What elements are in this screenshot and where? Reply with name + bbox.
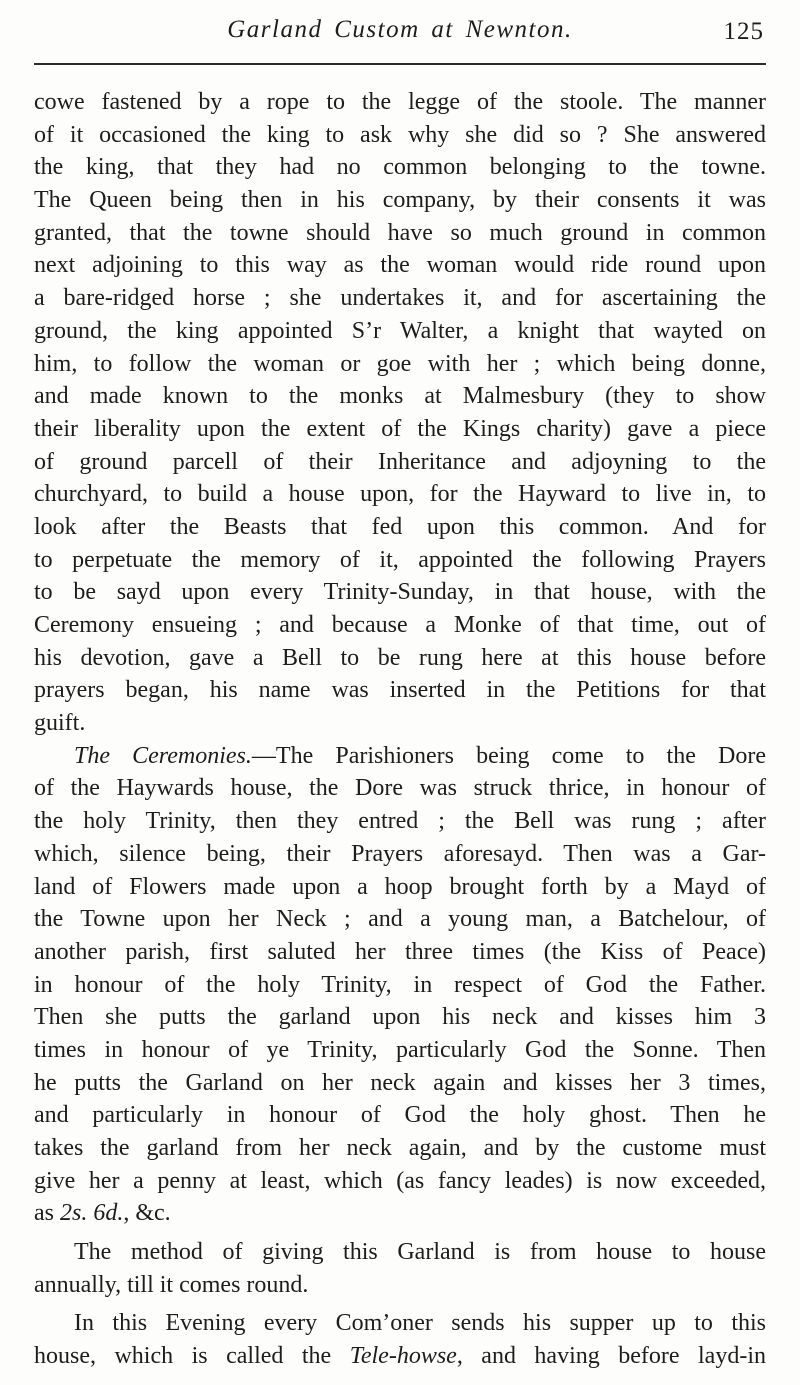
text-line: their liberality upon the extent of the Kings charity) gave a piece [34, 415, 766, 442]
text-line: which, silence being, their Prayers aforesayd. Then was a Gar- [34, 840, 766, 867]
text-line: guift. [34, 710, 86, 737]
text-line: the holy Trinity, then they entred ; the Bell was rung ; after [34, 808, 766, 835]
text-line: the Towne upon her Neck ; and a young man, a Batchelour, of [34, 906, 766, 933]
text-line: The method of giving this Garland is from house to house [74, 1239, 766, 1266]
pence-amount: 6d. [93, 1200, 124, 1227]
text-line: Ceremony ensueing ; and because a Monke of that time, out of [34, 612, 766, 638]
body-text [34, 86, 766, 1373]
text-line: churchyard, to build a house upon, for the Hayward to live in, to [34, 481, 766, 508]
paragraph-evening [34, 1307, 766, 1372]
text-fragment: , and having before layd-in [456, 1343, 766, 1370]
text-line: The Queen being then in his company, by their consents it was [34, 187, 766, 214]
text-line: to be sayd upon every Trinity-Sunday, in that house, with the [34, 579, 766, 606]
text-line: of ground parcell of their Inheritance and adjoyning to the [34, 448, 766, 475]
text-fragment: as [34, 1200, 60, 1227]
page-number: 125 [723, 18, 764, 45]
text-line: to perpetuate the memory of it, appointed the following Prayers [34, 546, 766, 573]
text-line: takes the garland from her neck again, and by the custome must [34, 1135, 766, 1161]
text-line: his devotion, gave a Bell to be rung here at this house before [34, 644, 766, 671]
text-line: times in honour of ye Trinity, particularly God the Sonne. Then [34, 1036, 766, 1063]
text-line: a bare-ridged horse ; she undertakes it, and for ascertaining the [34, 285, 766, 312]
running-head [34, 14, 766, 54]
text-line: of it occasioned the king to ask why she did so ? She answered [34, 121, 766, 148]
text-line: he putts the Garland on her neck again and kisses her 3 times, [34, 1069, 766, 1096]
text-fragment: , &c. [123, 1200, 171, 1227]
text-line [34, 1340, 766, 1373]
text-line: land of Flowers made upon a hoop brought forth by a Mayd of [34, 873, 766, 900]
text-line: of the Haywards house, the Dore was struck thrice, in honour of [34, 775, 766, 802]
text-line: next adjoining to this way as the woman would ride round upon [34, 252, 766, 279]
text-line: look after the Beasts that fed upon this common. And for [34, 513, 766, 540]
text-line: annually, till it comes round. [34, 1271, 309, 1298]
text-line: Then she putts the garland upon his neck and kisses him 3 [34, 1004, 766, 1031]
text-line: prayers began, his name was inserted in the Petitions for that [34, 677, 766, 704]
text-line: in honour of the holy Trinity, in respect of God the Father. [34, 971, 766, 998]
running-title: Garland Custom at Newnton. [227, 16, 573, 43]
text-line: another parish, first saluted her three times (the Kiss of Peace) [34, 938, 766, 965]
text-line: ground, the king appointed S’r Walter, a knight that wayted on [34, 317, 766, 344]
text-line: cowe fastened by a rope to the legge of the stoole. The manner [34, 89, 766, 115]
paragraph-method [34, 1236, 766, 1301]
text-fragment: —The Parishioners being come to the Dore [251, 742, 766, 769]
paragraph-ceremonies [34, 740, 766, 1230]
section-heading: The Ceremonies. [74, 742, 252, 769]
paragraph-1 [34, 86, 766, 740]
text-line [34, 740, 766, 773]
text-line: the king, that they had no common belonging to the towne. [34, 154, 766, 181]
text-line: and made known to the monks at Malmesbury (they to show [34, 383, 766, 410]
text-line: granted, that the towne should have so much ground in common [34, 219, 766, 246]
text-line: and particularly in honour of God the holy ghost. Then he [34, 1102, 766, 1129]
text-line [34, 1197, 766, 1230]
text-line: him, to follow the woman or goe with her ; which being donne, [34, 350, 766, 377]
text-line: In this Evening every Com’oner sends his supper up to this [74, 1310, 766, 1337]
text-fragment: house, which is called the [34, 1343, 350, 1370]
header-rule [34, 63, 766, 65]
tele-howse-term: Tele-howse [349, 1343, 457, 1370]
text-line: give her a penny at least, which (as fancy leades) is now exceeded, [34, 1167, 766, 1194]
shillings-amount: 2s. [60, 1200, 88, 1227]
